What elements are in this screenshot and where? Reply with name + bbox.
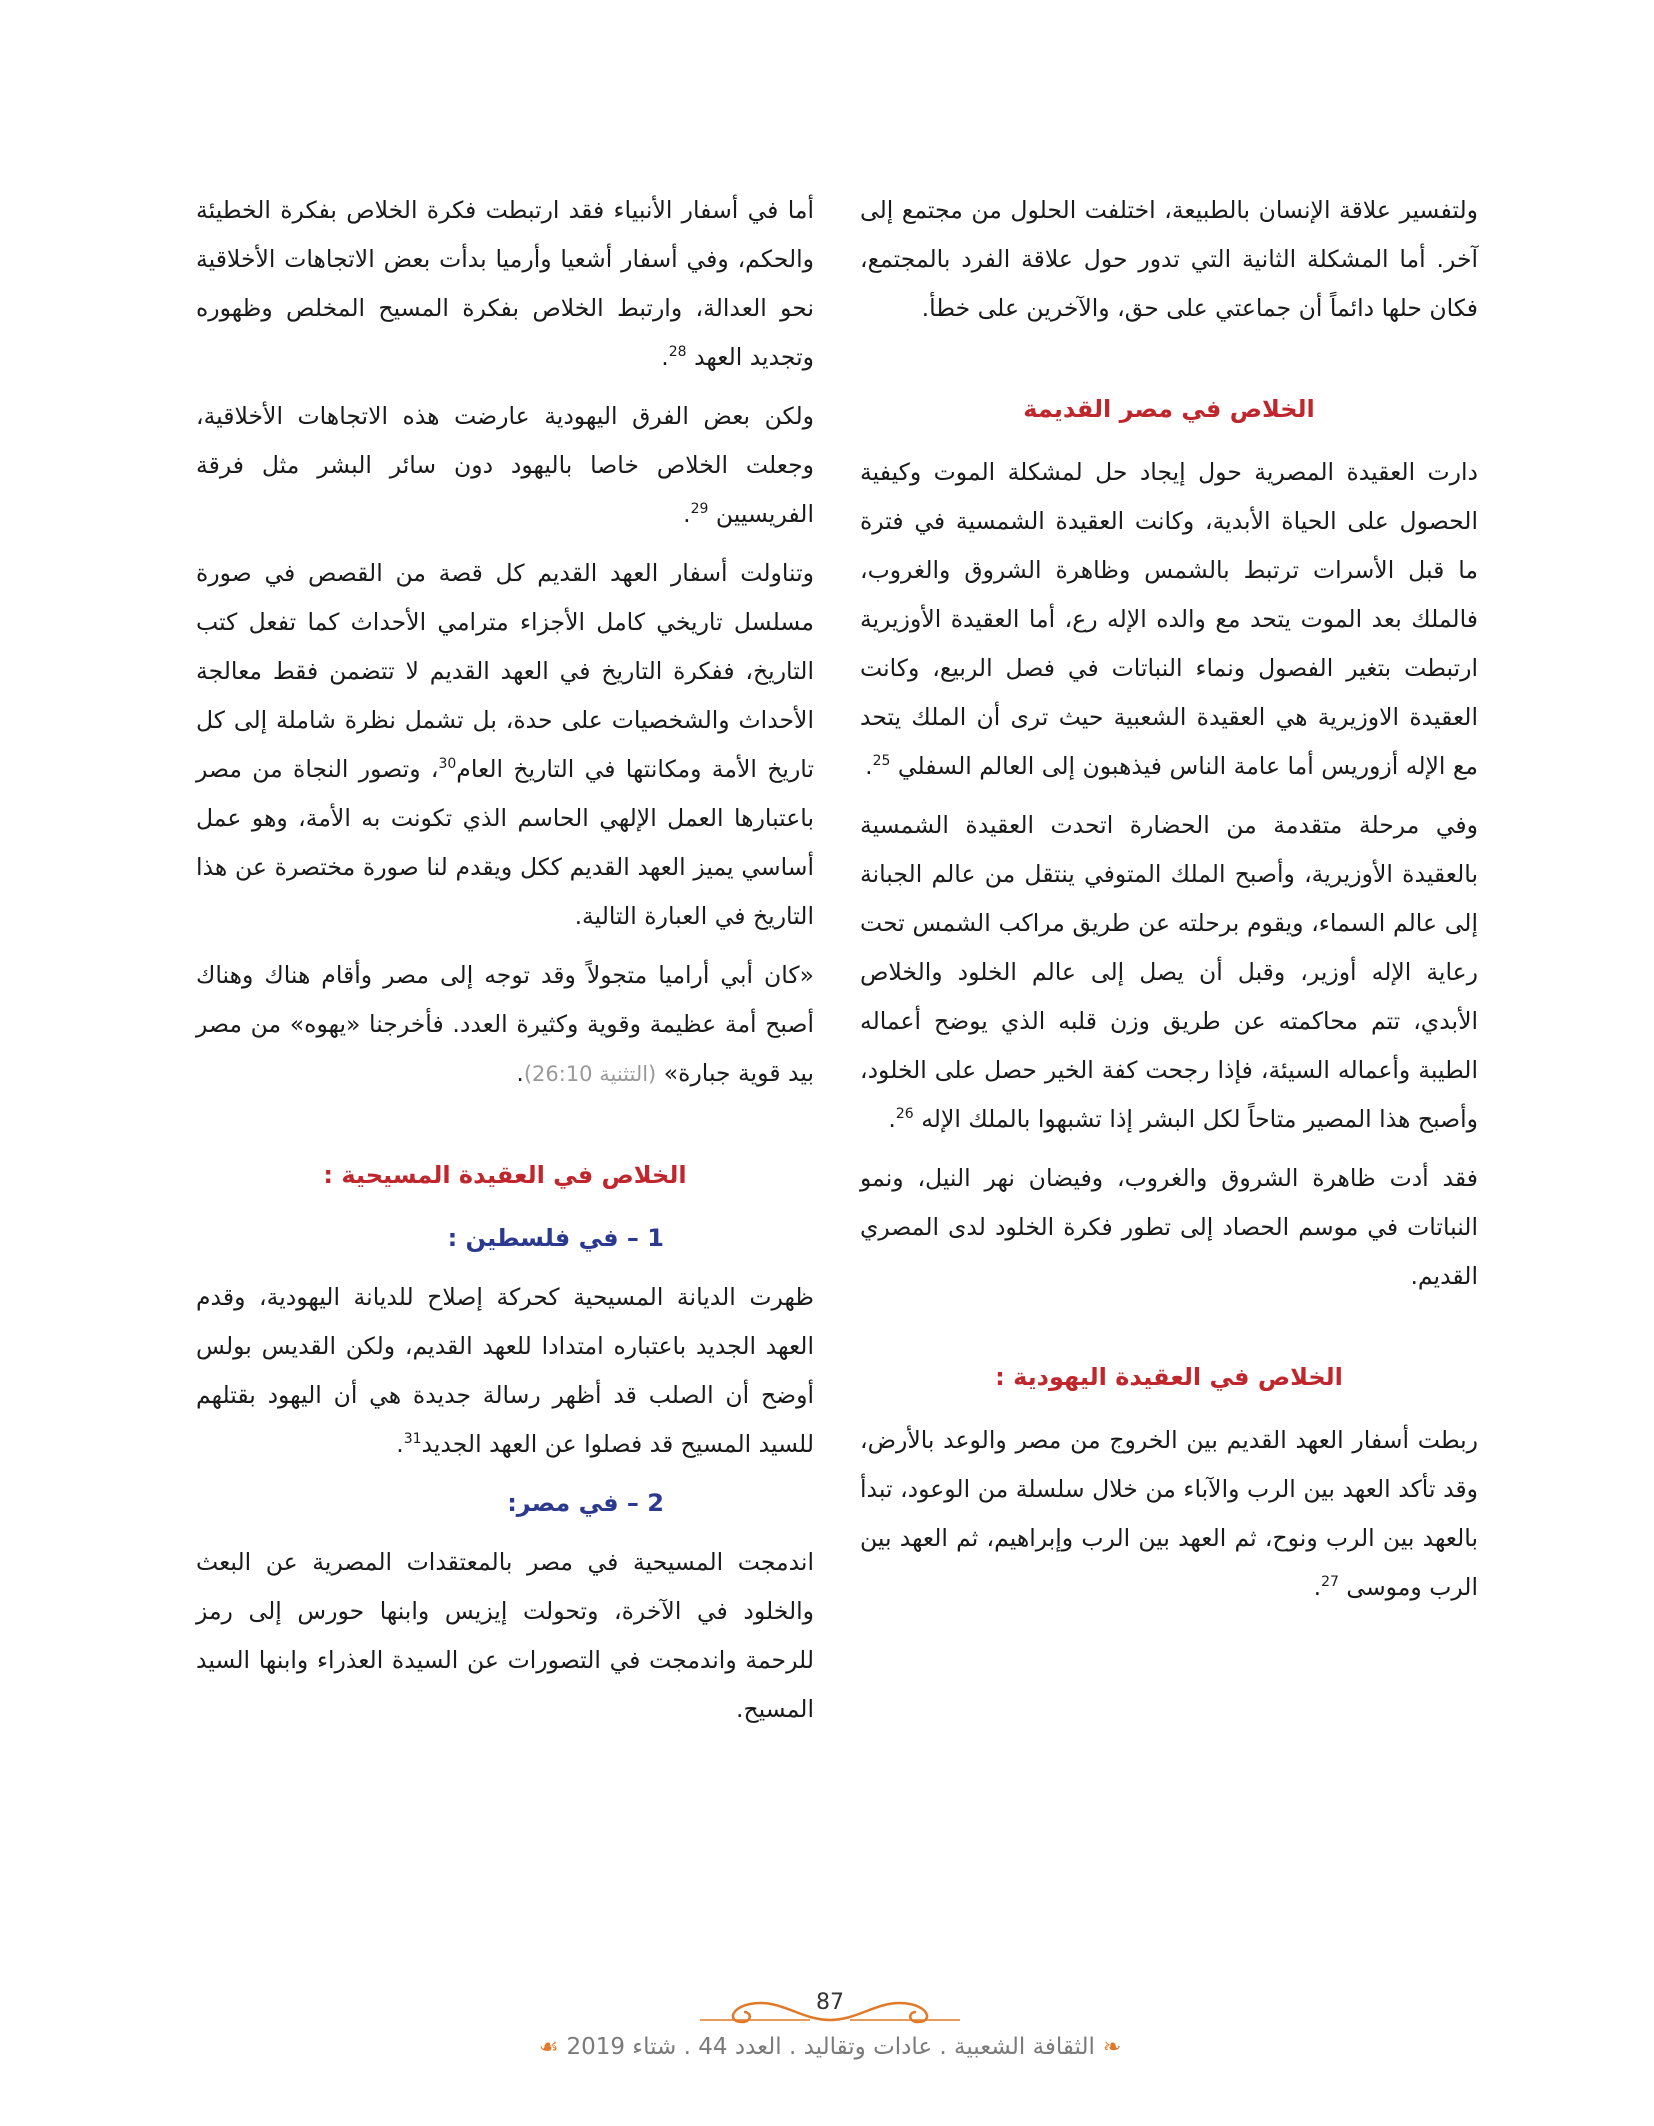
footnote-ref: 28 (668, 344, 687, 361)
paragraph: ظهرت الديانة المسيحية كحركة إصلاح للديانة اليهودية، وقدم العهد الجديد باعتباره امتدادا للعهد القديم، ولكن القديس بولس أوضح أن الصلب قد أظهر رسالة جديدة هي أن اليهود بقتلهم للسيد المسيح قد فصلوا عن العهد الجديد$^{31}$. (196, 1283, 814, 1458)
paragraph (196, 549, 814, 941)
footnote-ref: 31 (403, 1431, 422, 1448)
paragraph-text: دارت العقيدة المصرية حول إيجاد حل لمشكلة الموت وكيفية الحصول على الحياة الأبدية، وكانت العقيدة الشمسية في فترة ما قبل الأسرات ترتبط بالشمس وظاهرة الشروق والغروب، فالملك بعد الموت يتحد مع والده الإله رع، أما العقيدة الأوزيرية ارتبطت بتغير الفصول ونماء النباتات في فصل الربيع، وكانت العقيدة الاوزيرية هي العقيدة الشعبية حيث ترى أن الملك يتحد مع الإله أزوريس أما عامة الناس فيذهبون إلى العالم السفلي (860, 458, 1478, 780)
paragraph-text: ولكن بعض الفرق اليهودية عارضت هذه الاتجاهات الأخلاقية، وجعلت الخلاص خاصا باليهود دون سائر البشر مثل فرقة الفريسيين (196, 402, 814, 528)
footnote-ref: 29 (690, 501, 709, 518)
paragraph: وفي مرحلة متقدمة من الحضارة اتحدت العقيدة الشمسية بالعقيدة الأوزيرية، وأصبح الملك المتوفي ينتقل من عالم الجبانة إلى عالم السماء، ويقوم برحلته عن طريق مراكب الشمس تحت رعاية الإله أوزير، وقبل أن يصل إلى عالم الخلود والخلاص الأبدي، تتم محاكمته عن طريق وزن قلبه الذي يوضح أعماله الطيبة وأعماله السيئة، فإذا رجحت كفة الخير حصل على الخلود، وأصبح هذا المصير متاحاً لكل البشر إذا تشبهوا بالملك الإله $^{26}$. (860, 811, 1478, 1133)
journal-line (480, 2034, 1180, 2060)
paragraph-text: أما في أسفار الأنبياء فقد ارتبطت فكرة الخلاص بفكرة الخطيئة والحكم، وفي أسفار أشعيا وأرميا بدأت بعض الاتجاهات الأخلاقية نحو العدالة، وارتبط الخلاص بفكرة المسيح المخلص وظهوره وتجديد العهد (196, 196, 814, 371)
section-heading: الخلاص في العقيدة المسيحية : (323, 1161, 687, 1189)
section-heading: الخلاص في مصر القديمة (1023, 395, 1315, 423)
quote: «كان أبي أراميا متجولاً وقد توجه إلى مصر وأقام هناك وهناك أصبح أمة عظيمة وقوية وكثيرة العدد. فأخرجنا «يهوه» من مصر بيد قوية جبارة» (التثنية 26:10). (196, 961, 814, 1087)
paragraph: دارت العقيدة المصرية حول إيجاد حل لمشكلة الموت وكيفية الحصول على الحياة الأبدية، وكانت العقيدة الشمسية في فترة ما قبل الأسرات ترتبط بالشمس وظاهرة الشروق والغروب، فالملك بعد الموت يتحد مع والده الإله رع، أما العقيدة الأوزيرية ارتبطت بتغير الفصول ونماء النباتات في فصل الربيع، وكانت العقيدة الاوزيرية هي العقيدة الشعبية حيث ترى أن الملك يتحد مع الإله أزوريس أما عامة الناس فيذهبون إلى العالم السفلي $^{25}$. (860, 458, 1478, 780)
paragraph: اندمجت المسيحية في مصر بالمعتقدات المصرية عن البعث والخلود في الآخرة، وتحولت إيزيس وابنها حورس إلى رمز للرحمة واندمجت في التصورات عن السيدة العذراء وابنها السيد المسيح. (196, 1548, 814, 1723)
page-number: 87 (816, 1990, 844, 2015)
paragraph-text: ربطت أسفار العهد القديم بين الخروج من مصر والوعد بالأرض، وقد تأكد العهد بين الرب والآباء من خلال سلسلة من الوعود، تبدأ بالعهد بين الرب ونوح، ثم العهد بين الرب وإبراهيم، ثم العهد بين الرب وموسى (860, 1426, 1478, 1601)
page-footer (480, 1990, 1180, 2060)
paragraph-text: ظهرت الديانة المسيحية كحركة إصلاح للديانة اليهودية، وقدم العهد الجديد باعتباره امتدادا للعهد القديم، ولكن القديس بولس أوضح أن الصلب قد أظهر رسالة جديدة هي أن اليهود بقتلهم للسيد المسيح قد فصلوا عن العهد الجديد (196, 1283, 814, 1458)
paragraph: ولتفسير علاقة الإنسان بالطبيعة، اختلفت الحلول من مجتمع إلى آخر. أما المشكلة الثانية التي تدور حول علاقة الفرد بالمجتمع، فكان حلها دائماً أن جماعتي على حق، والآخرين على خطأ. (860, 196, 1478, 322)
paragraph: فقد أدت ظاهرة الشروق والغروب، وفيضان نهر النيل، ونمو النباتات في موسم الحصاد إلى تطور فكرة الخلود لدى المصري القديم. (860, 1164, 1478, 1290)
section-heading: الخلاص في العقيدة اليهودية : (995, 1363, 1343, 1391)
footnote-ref: 25 (872, 753, 891, 770)
footnote-ref: 30 (438, 756, 457, 773)
leaf-icon: ❧ (1102, 2034, 1122, 2060)
journal-title: الثقافة الشعبية . عادات وتقاليد . العدد 44 . شتاء 2019 (566, 2034, 1095, 2060)
quote-text: «كان أبي أراميا متجولاً وقد توجه إلى مصر وأقام هناك وهناك أصبح أمة عظيمة وقوية وكثيرة العدد. فأخرجنا «يهوه» من مصر بيد قوية جبارة» (196, 961, 814, 1087)
footnote-ref: 26 (895, 1106, 914, 1123)
quote-reference: (التثنية 26:10) (523, 1062, 657, 1086)
paragraph-text: ، وتصور النجاة من مصر باعتبارها العمل الإلهي الحاسم الذي تكونت به الأمة، وهو عمل أساسي يميز العهد القديم ككل ويقدم لنا صورة مختصرة عن هذا التاريخ في العبارة التالية. (196, 755, 814, 930)
paragraph: أما في أسفار الأنبياء فقد ارتبطت فكرة الخلاص بفكرة الخطيئة والحكم، وفي أسفار أشعيا وأرميا بدأت بعض الاتجاهات الأخلاقية نحو العدالة، وارتبط الخلاص بفكرة المسيح المخلص وظهوره وتجديد العهد $^{28}$. (196, 196, 814, 371)
left-column (196, 186, 814, 1744)
sub-heading: 2 – في مصر: (507, 1489, 664, 1517)
leaf-icon: ☙ (538, 2034, 559, 2060)
paragraph-text: وتناولت أسفار العهد القديم كل قصة من القصص في صورة مسلسل تاريخي كامل الأجزاء مترامي الأحداث كما تفعل كتب التاريخ، ففكرة التاريخ في العهد القديم لا تتضمن فقط معالجة الأحداث والشخصيات على حدة، بل تشمل نظرة شاملة إلى كل تاريخ الأمة ومكانتها في التاريخ العام (196, 559, 814, 783)
sub-heading: 1 – في فلسطين : (447, 1224, 664, 1252)
footnote-ref: 27 (1321, 1574, 1339, 1591)
paragraph-text: وفي مرحلة متقدمة من الحضارة اتحدت العقيدة الشمسية بالعقيدة الأوزيرية، وأصبح الملك المتوفي ينتقل من عالم الجبانة إلى عالم السماء، ويقوم برحلته عن طريق مراكب الشمس تحت رعاية الإله أوزير، وقبل أن يصل إلى عالم الخلود والخلاص الأبدي، تتم محاكمته عن طريق وزن قلبه الذي يوضح أعماله الطيبة وأعماله السيئة، فإذا رجحت كفة الخير حصل على الخلود، وأصبح هذا المصير متاحاً لكل البشر إذا تشبهوا بالملك الإله (860, 811, 1478, 1133)
paragraph: ولكن بعض الفرق اليهودية عارضت هذه الاتجاهات الأخلاقية، وجعلت الخلاص خاصا باليهود دون سائر البشر مثل فرقة الفريسيين $^{29}$. (196, 402, 814, 528)
right-column (860, 186, 1478, 1622)
paragraph: ربطت أسفار العهد القديم بين الخروج من مصر والوعد بالأرض، وقد تأكد العهد بين الرب والآباء من خلال سلسلة من الوعود، تبدأ بالعهد بين الرب ونوح، ثم العهد بين الرب وإبراهيم، ثم العهد بين الرب وموسى $^{27}$. (860, 1426, 1478, 1601)
